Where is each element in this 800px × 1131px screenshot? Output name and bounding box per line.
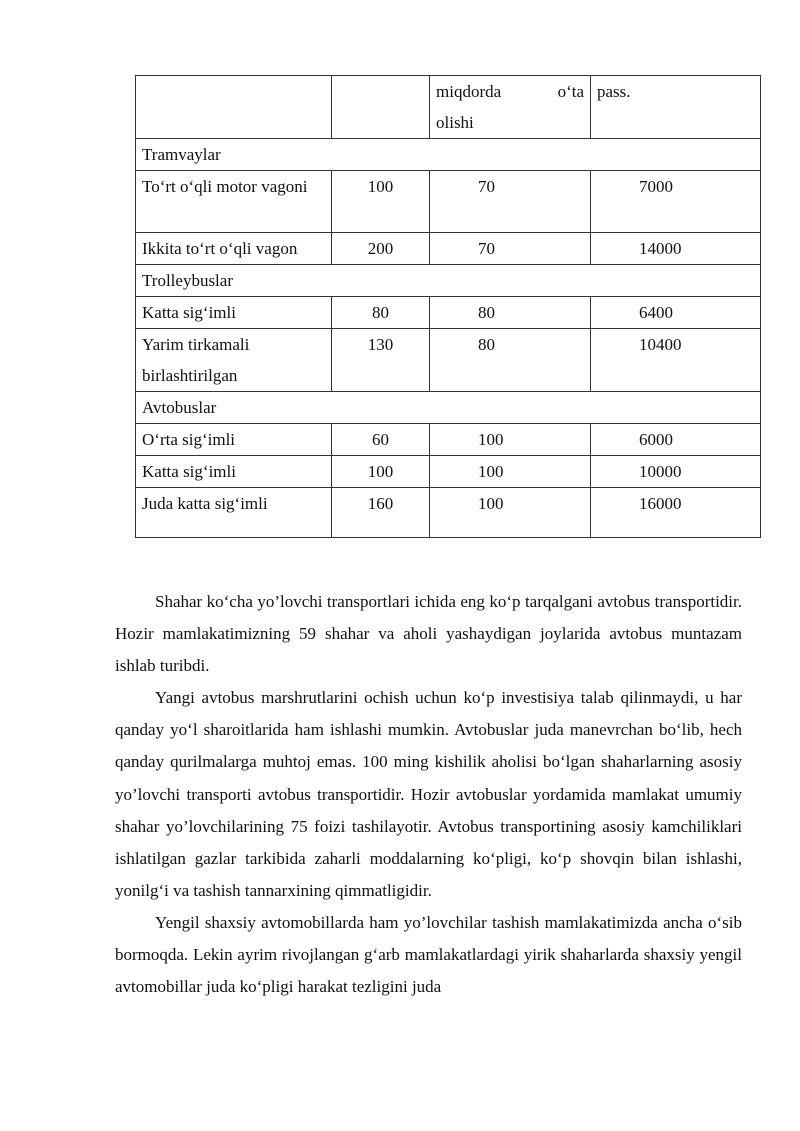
table-row [136,488,761,538]
header-text: miqdorda [436,82,502,101]
table-cell [332,76,430,139]
value-cell [430,297,591,329]
section-row [136,139,761,171]
value-text: 16000 [639,494,682,513]
table-row [136,424,761,456]
value-cell [591,233,761,265]
value-cell [591,488,761,538]
table-row [136,329,761,392]
value-cell [430,488,591,538]
value-text: 100 [478,462,504,481]
value-text: 100 [478,430,504,449]
value-text: 80 [478,303,495,322]
section-title: Avtobuslar [136,392,761,424]
paragraph: Yengil shaxsiy avtomobillarda ham yo’lovchilar tashish mamlakatimizda ancha o‘sib bormoqda. Lekin ayrim rivojlangan g‘arb mamlakatlardagi yirik shaharlarda shaxsiy yengil avtomobillar juda ko‘pligi harakat tezligini juda [115,912,742,997]
vehicle-name: O‘rta sig‘imli [136,424,332,456]
value-cell: 80 [332,297,430,329]
section-row [136,265,761,297]
vehicle-name: Ikkita to‘rt o‘qli vagon [136,233,332,265]
header-text: olishi [436,113,474,132]
header-text: o‘ta [557,82,584,101]
table-cell [136,76,332,139]
vehicle-name: Yarim tirkamali birlashtirilgan [136,329,332,392]
value-cell [430,233,591,265]
value-cell [430,329,591,392]
section-title: Tramvaylar [136,139,761,171]
value-cell: 100 [332,171,430,233]
section-title: Trolleybuslar [136,265,761,297]
value-cell [591,171,761,233]
section-row [136,392,761,424]
value-cell [591,424,761,456]
vehicle-name: Katta sig‘imli [136,297,332,329]
value-text: 80 [478,335,495,354]
value-cell [430,456,591,488]
table-header-row [136,76,761,139]
value-text: 70 [478,239,495,258]
table-row [136,456,761,488]
table-row [136,233,761,265]
value-cell: 200 [332,233,430,265]
value-cell [591,329,761,392]
paragraph: Yangi avtobus marshrutlarini ochish uchun ko‘p investisiya talab qilinmaydi, u har qanday yo‘l sharoitlarida ham ishlashi mumkin. Avtobuslar juda manevrchan bo‘lib, hech qanday qurilmalarga muhtoj emas. 100 ming kishilik aholisi bo‘lgan shaharlarning asosiy yo’lovchi transporti avtobus transportidir. Hozir avtobuslar yordamida mamlakat umumiy shahar yo’lovchilarining 75 foizi tashilayotir. Avtobus transportining asosiy kamchiliklari ishlatilgan gazlar tarkibida zaharli moddalarning ko‘pligi, ko‘p shovqin bilan ishlashi, yonilg‘i va tashish tannarxining qimmatligidir. [115,688,742,900]
vehicle-name: Juda katta sig‘imli [136,488,332,538]
header-text: pass. [597,82,631,101]
value-cell: 160 [332,488,430,538]
table-row [136,297,761,329]
body-text [115,586,742,1003]
value-cell [430,171,591,233]
value-cell [430,424,591,456]
value-cell: 130 [332,329,430,392]
value-cell: 60 [332,424,430,456]
transport-capacity-table [135,75,761,538]
vehicle-name: To‘rt o‘qli motor vagoni [136,171,332,233]
table-header-cell [591,76,761,139]
value-text: 10400 [639,335,682,354]
table-header-cell [430,76,591,139]
value-text: 14000 [639,239,682,258]
value-cell [591,297,761,329]
paragraph: Shahar ko‘cha yo’lovchi transportlari ichida eng ko‘p tarqalgani avtobus transportidir. Hozir mamlakatimizning 59 shahar va aholi yashaydigan joylarida avtobus muntazam ishlab turibdi. [115,592,742,676]
value-text: 6400 [639,303,673,322]
value-text: 6000 [639,430,673,449]
table-row [136,171,761,233]
vehicle-name: Katta sig‘imli [136,456,332,488]
value-text: 100 [478,494,504,513]
value-text: 70 [478,177,495,196]
value-text: 10000 [639,462,682,481]
value-text: 7000 [639,177,673,196]
value-cell: 100 [332,456,430,488]
value-cell [591,456,761,488]
